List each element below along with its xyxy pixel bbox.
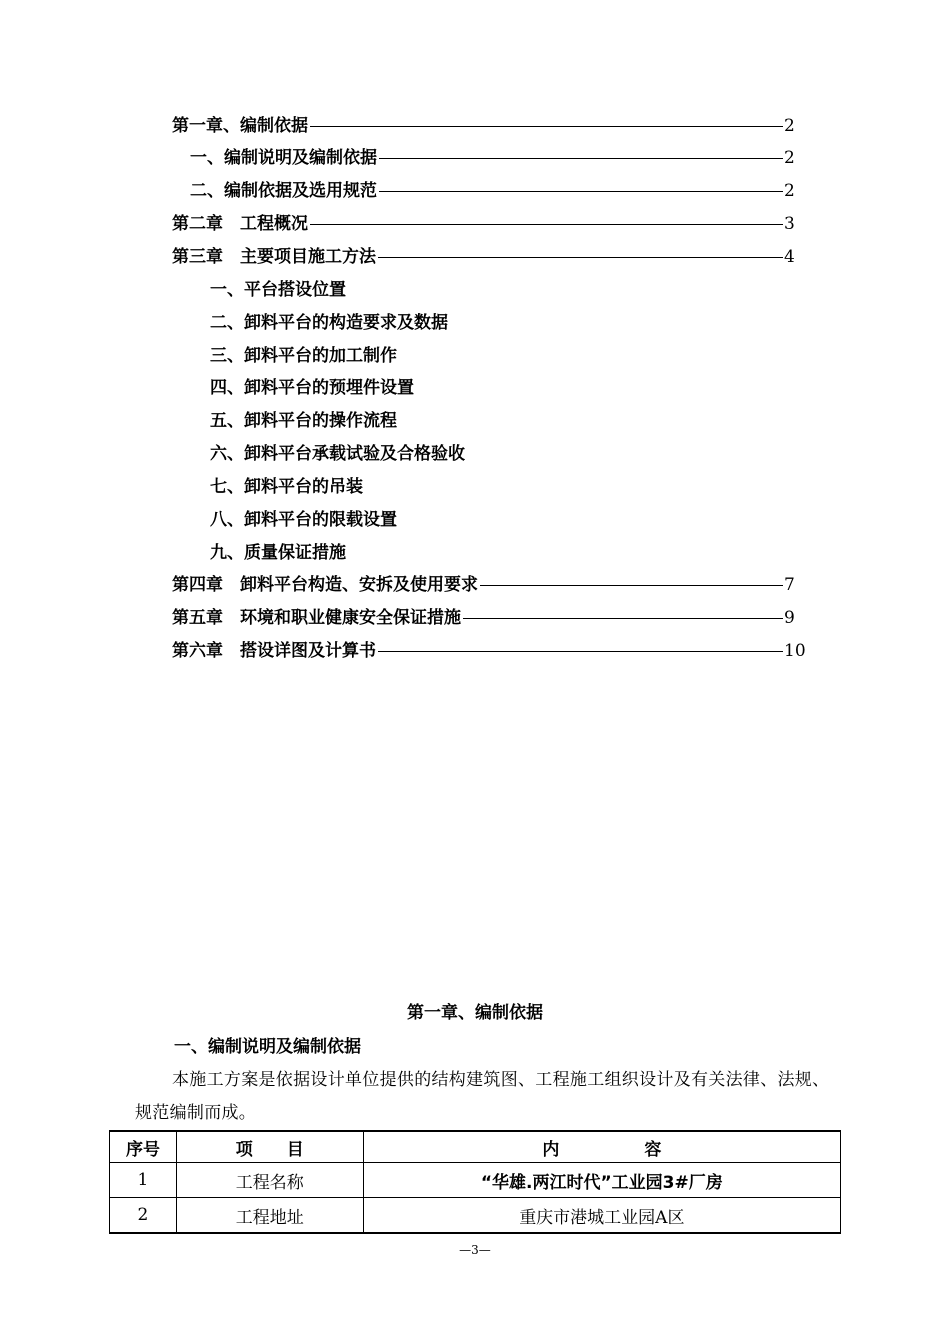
toc-entry[interactable] (210, 340, 820, 373)
toc-entry-title: 第五章 环境和职业健康安全保证措施 (172, 608, 461, 628)
body-paragraph: 本施工方案是依据设计单位提供的结构建筑图、工程施工组织设计及有关法律、法规、规范编制而成。 (135, 1070, 830, 1123)
toc-entry-title: 一、编制说明及编制依据 (190, 148, 377, 168)
toc-page-number: 3 (784, 214, 795, 234)
toc-page-number: 2 (784, 181, 795, 201)
toc-page-number: 4 (784, 247, 795, 267)
toc-leader-line (378, 257, 783, 258)
toc-leader-line (463, 618, 783, 619)
project-info-table (109, 1130, 841, 1234)
table-row (110, 1198, 841, 1234)
toc-entry-title: 第四章 卸料平台构造、安拆及使用要求 (172, 575, 478, 595)
toc-entry[interactable] (210, 438, 820, 471)
toc-entry[interactable] (172, 602, 820, 635)
table-header-row (110, 1131, 841, 1163)
toc-entry-title: 第六章 搭设详图及计算书 (172, 641, 376, 661)
toc-entry[interactable] (190, 175, 820, 208)
row-index: 1 (110, 1163, 177, 1198)
table-row (110, 1163, 841, 1198)
toc-page-number: 7 (784, 575, 795, 595)
toc-page-number: 2 (784, 116, 795, 136)
toc-entry-title: 第一章、编制依据 (172, 116, 308, 136)
toc-page-number: 9 (784, 608, 795, 628)
row-content: “华雄.两江时代”工业园3#厂房 (363, 1163, 840, 1198)
toc-leader-line (310, 224, 783, 225)
toc-entry[interactable] (172, 208, 820, 241)
toc-entry-title: 第二章 工程概况 (172, 214, 308, 234)
toc-entry-title: 第三章 主要项目施工方法 (172, 247, 376, 267)
toc-leader-line (379, 191, 783, 192)
toc-leader-line (379, 158, 783, 159)
toc-entry[interactable] (172, 241, 820, 274)
row-item: 工程地址 (176, 1198, 363, 1234)
toc-leader-line (480, 585, 783, 586)
row-item: 工程名称 (176, 1163, 363, 1198)
toc-entry-title: 九、质量保证措施 (210, 543, 346, 563)
toc-entry-title: 七、卸料平台的吊装 (210, 477, 363, 497)
toc-entry-title: 二、卸料平台的构造要求及数据 (210, 313, 448, 333)
toc-entry[interactable] (210, 405, 820, 438)
header-index: 序号 (110, 1131, 177, 1163)
page-number: —3— (459, 1243, 491, 1257)
toc-entry-title: 八、卸料平台的限载设置 (210, 510, 397, 530)
row-index: 2 (110, 1198, 177, 1234)
toc-entry-title: 四、卸料平台的预埋件设置 (210, 378, 414, 398)
header-content: 内 容 (363, 1131, 840, 1163)
toc-entry[interactable] (172, 569, 820, 602)
toc-leader-line (310, 126, 783, 127)
row-content: 重庆市港城工业园A区 (363, 1198, 840, 1234)
toc-leader-line (378, 651, 783, 652)
header-item: 项 目 (176, 1131, 363, 1163)
toc-entry[interactable] (210, 307, 820, 340)
toc-page-number: 2 (784, 148, 795, 168)
toc-entry[interactable] (210, 471, 820, 504)
toc-entry-title: 二、编制依据及选用规范 (190, 181, 377, 201)
toc-entry-title: 五、卸料平台的操作流程 (210, 411, 397, 431)
chapter-title: 第一章、编制依据 (407, 1003, 543, 1023)
toc-page-number: 10 (784, 641, 806, 661)
toc-entry[interactable] (210, 372, 820, 405)
toc-entry[interactable] (172, 110, 820, 143)
toc-entry[interactable] (210, 537, 820, 570)
section-subtitle: 一、编制说明及编制依据 (174, 1037, 361, 1057)
toc-entry[interactable] (210, 274, 820, 307)
toc-entry[interactable] (190, 142, 820, 175)
toc-entry-title: 三、卸料平台的加工制作 (210, 346, 397, 366)
toc-entry-title: 六、卸料平台承载试验及合格验收 (210, 444, 465, 464)
toc-entry-title: 一、平台搭设位置 (210, 280, 346, 300)
toc-entry[interactable] (210, 504, 820, 537)
toc-entry[interactable] (172, 635, 820, 668)
